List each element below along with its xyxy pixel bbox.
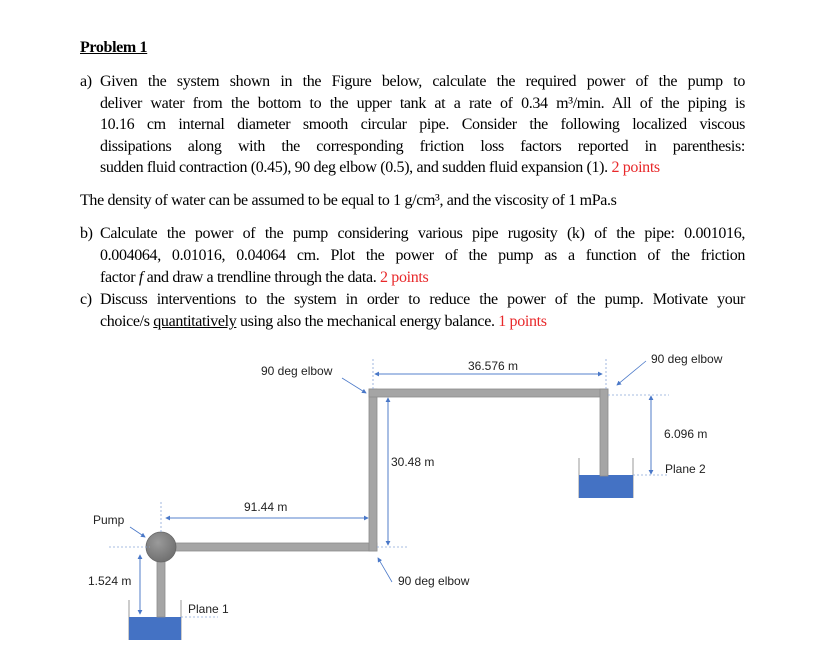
plane1-label: Plane 1 bbox=[188, 602, 229, 616]
part-b-marker: b) bbox=[80, 225, 93, 242]
part-c-text: choice/s bbox=[100, 313, 154, 330]
part-a-line: dissipations along with the corresponding friction loss factors reported in parenthesis: bbox=[100, 137, 745, 155]
part-b-text: factor bbox=[100, 269, 139, 286]
lower-tank bbox=[129, 600, 181, 640]
part-a-text: sudden fluid contraction (0.45), 90 deg elbow (0.5), and sudden fluid expansion (1). bbox=[100, 159, 608, 176]
part-b-line: Calculate the power of the pump considering various pipe rugosity (k) of the pipe: 0.001016, bbox=[100, 225, 745, 242]
bottom-pipe bbox=[170, 543, 377, 551]
upper-tank-water bbox=[579, 475, 633, 498]
vertical-pipe bbox=[369, 389, 377, 551]
plane2-label: Plane 2 bbox=[665, 462, 706, 476]
top-pipe bbox=[369, 389, 608, 397]
part-c-marker: c) bbox=[80, 291, 92, 308]
problem-title: Problem 1 bbox=[80, 39, 148, 56]
part-c-line: Discuss interventions to the system in order to reduce the power of the pump. Motivate your bbox=[100, 291, 745, 308]
right-drop-label: 6.096 m bbox=[664, 427, 708, 441]
part-c-underlined: quantitatively bbox=[153, 313, 237, 330]
pump-label: Pump bbox=[93, 513, 125, 527]
density-note: The density of water can be assumed to be equal to 1 g/cm³, and the viscosity of 1 mPa.s bbox=[80, 192, 617, 209]
vertical-height-label: 30.48 m bbox=[391, 455, 435, 469]
part-b-text: and draw a trendline through the data. bbox=[142, 269, 377, 286]
dimension-arrows bbox=[130, 361, 651, 614]
part-b-line: 0.004064, 0.01016, 0.04064 cm. Plot the power of the pump as a function of the friction bbox=[100, 247, 745, 264]
suction-pipe bbox=[157, 555, 165, 617]
part-a-points: 2 points bbox=[611, 159, 660, 176]
part-a-line: 10.16 cm internal diameter smooth circular pipe. Consider the following localized viscous bbox=[100, 116, 745, 133]
part-c-text: using also the mechanical energy balance. bbox=[236, 313, 495, 330]
pump-height-label: 1.524 m bbox=[88, 574, 132, 588]
elbow-top-right-label: 90 deg elbow bbox=[651, 352, 723, 366]
part-c-points: 1 points bbox=[498, 313, 547, 330]
lower-tank-water bbox=[129, 617, 181, 640]
top-length-label: 36.576 m bbox=[468, 359, 519, 373]
part-b-points: 2 points bbox=[380, 269, 429, 286]
part-a-line: Given the system shown in the Figure below, calculate the required power of the pump to bbox=[100, 73, 745, 90]
pipes bbox=[157, 389, 608, 617]
elbow-top-left-label: 90 deg elbow bbox=[261, 364, 333, 378]
friction-factor-symbol: f bbox=[138, 269, 143, 286]
part-a-line: deliver water from the bottom to the upper tank at a rate of 0.34 m³/min. All of the piping is bbox=[100, 94, 745, 112]
pump-icon bbox=[146, 532, 176, 562]
elbow-bottom-label: 90 deg elbow bbox=[398, 574, 470, 588]
bottom-length-label: 91.44 m bbox=[244, 500, 288, 514]
part-a-marker: a) bbox=[80, 73, 92, 90]
discharge-pipe bbox=[600, 389, 608, 476]
